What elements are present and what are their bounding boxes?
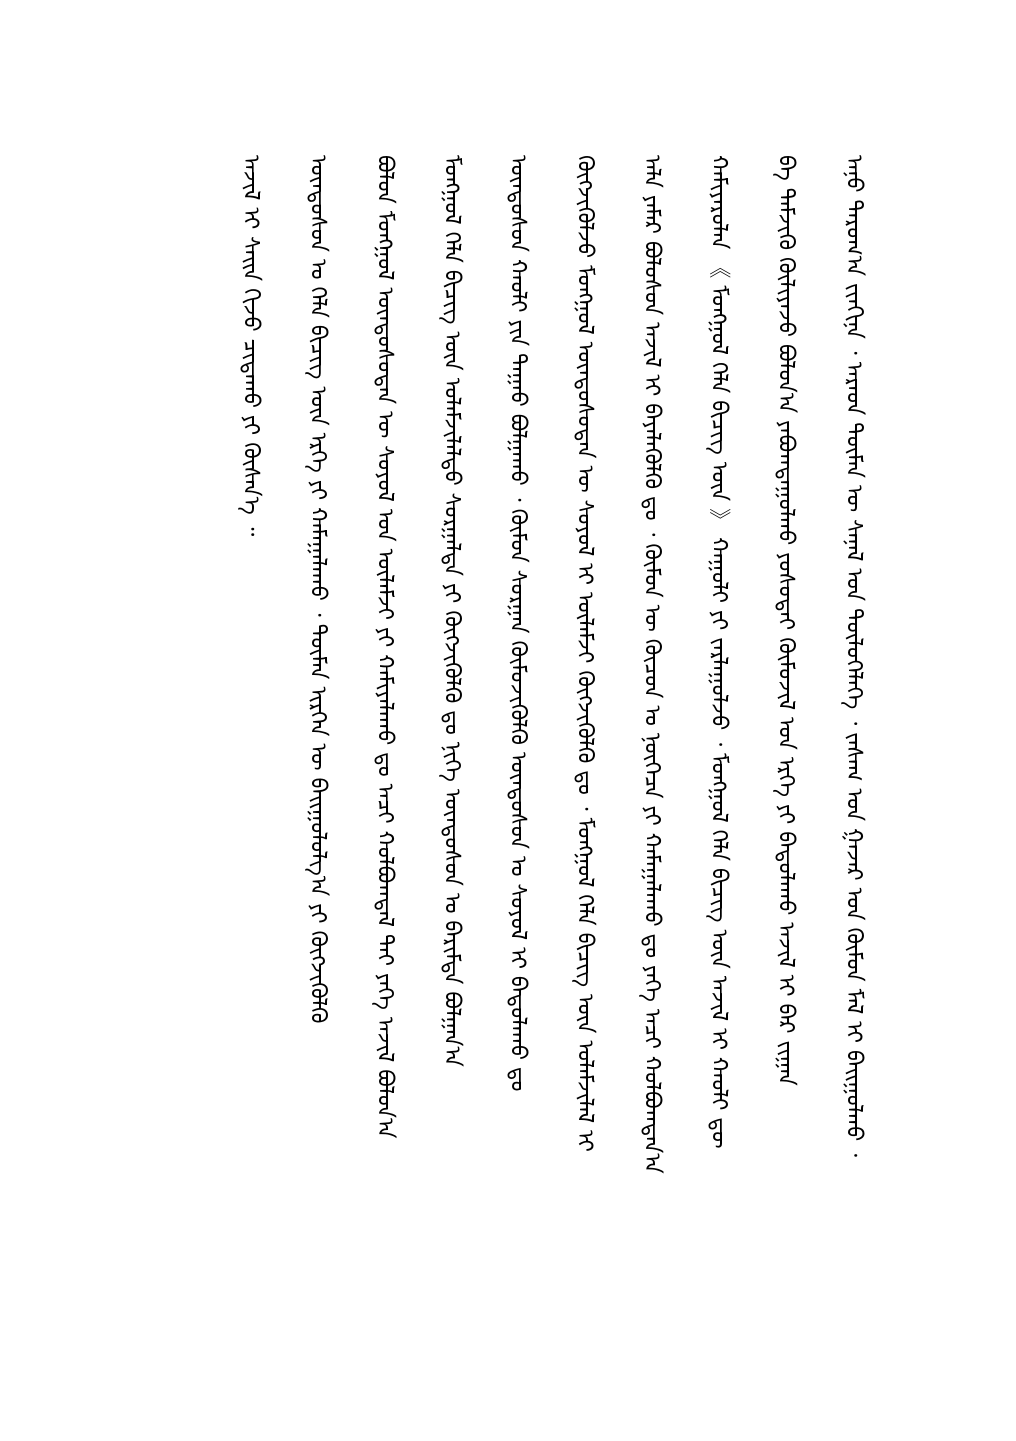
text-line-6: ᠦᠨᠳᠦᠰᠦᠨ ᠬᠠᠤᠯᠢ ᠶᠢᠨ ᠳᠠᠭᠠᠤ ᠪᠣᠯᠭᠠᠬᠤ ᠂ ᠬᠦᠮᠦᠨ ᠰᠤᠷᠭᠠᠨ ᠬᠥᠮᠦᠵᠢᠭᠦᠯᠬᠦ ᠦᠨᠳᠦᠰᠦᠨ ᠤ ᠰᠣᠶᠣᠯ ᠢ ᠪᠠᠲᠤᠯᠠᠬᠤ ᠳᠤ	[505, 155, 530, 1092]
body-text	[125, 155, 870, 1315]
text-line-10: ᠠᠵᠢᠯ ᠢ ᠰᠠᠢᠨ ᠬᠢᠵᠦ ᠴᠢᠳᠠᠬᠤ ᠶᠢ ᠬᠦᠰᠡᠨ᠎ᠡ ᠃	[238, 155, 263, 537]
text-line-9: ᠦᠨᠳᠦᠰᠦᠨ ᠤ ᠬᠡᠯᠡ ᠪᠢᠴᠢᠭ ᠦᠨ ᠡᠷᠬᠡ ᠶᠢ ᠬᠠᠮᠠᠭᠠᠯᠠᠬᠤ ᠂ ᠲᠦᠮᠡᠨ ᠢᠷᠭᠡᠨ ᠦ ᠪᠠᠢᠭᠤᠯᠤᠯᠭ᠎ᠠ ᠶᠢ ᠬᠥᠭᠵᠢᠭᠦᠯᠬᠦ	[305, 155, 330, 1024]
text-line-4: ᠠᠯᠠ ᠶᠠᠮᠠᠷ ᠪᠣᠯᠣᠰᠤᠨ ᠠᠵᠢᠯ ᠢ ᠪᠡᠶᠡᠯᠡᠭᠦᠯᠬᠦ ᠳᠤ ᠂ ᠬᠦᠮᠦᠨ ᠦ ᠬᠦᠴᠦᠨ ᠤ ᠨᠥᠭᠡᠴᠡ ᠶᠢ ᠬᠠᠮᠠᠭᠠᠯᠠᠬᠤ ᠳᠤ ᠶᠡᠬᠡ ᠠᠴᠢ ᠬᠣᠯᠪᠣᠭᠳᠠᠨ᠎ᠠ	[639, 155, 664, 1174]
text-line-3: ᠬᠠᠮᠢᠶᠠᠷᠤᠯᠠᠨ 《 ᠮᠣᠩᠭᠣᠯ ᠬᠡᠯᠡ ᠪᠢᠴᠢᠭ ᠦᠨ 》 ᠬᠠᠭᠤᠯᠢ ᠶᠢ ᠵᠠᠷᠯᠠᠭᠤᠯᠵᠤ ᠂ ᠮᠣᠩᠭᠣᠯ ᠬᠡᠯᠡ ᠪᠢᠴᠢᠭ ᠦᠨ ᠠᠵᠢᠯ ᠢ ᠬᠠᠤᠯᠢ ᠳᠦ	[706, 155, 731, 1149]
text-line-7: ᠮᠣᠩᠭᠣᠯ ᠬᠡᠯᠡ ᠪᠢᠴᠢᠭ ᠦᠨ ᠤᠯᠠᠮᠵᠢᠯᠠᠯᠲᠤ ᠰᠤᠷᠭᠠᠯᠲᠠ ᠶᠢ ᠬᠥᠭᠵᠢᠭᠦᠯᠬᠦ ᠳᠤ ᠨᠢᠭᠡ ᠦᠨᠳᠦᠰᠦᠨ ᠤ ᠪᠠᠷᠢᠮᠲᠠ ᠪᠣᠯᠭᠠᠨ᠎ᠠ	[439, 155, 464, 1067]
text-line-8: ᠪᠣᠯᠤᠨ ᠮᠣᠩᠭᠣᠯ ᠦᠨᠳᠦᠰᠦᠲᠡᠨ ᠦ ᠰᠣᠶᠣᠯ ᠤᠨ ᠦᠯᠡᠮᠵᠢ ᠶᠢ ᠬᠠᠮᠢᠶᠠᠯᠠᠬᠤ ᠳᠤ ᠠᠴᠢ ᠬᠣᠯᠪᠣᠭᠳᠠᠯ ᠲᠠᠢ ᠶᠡᠬᠡ ᠠᠵᠢᠯ ᠪᠣᠯᠤᠨ᠎ᠠ	[372, 155, 397, 1139]
text-line-1: ᠠᠨᠤ ᠳᠠᠷᠤᠭ᠎ᠠ ᠵᠢᠨᠬᠢᠨᠡ ᠂ ᠠᠷᠠᠳ ᠲᠦᠮᠡᠨ ᠦ ᠰᠠᠨᠠᠯ ᠤᠨ ᠲᠥᠯᠦᠭᠡᠯᠡᠬᠡ ᠂ ᠵᠠᠰᠠᠭ ᠤᠨ ᠭᠠᠵᠠᠷ ᠤᠨ ᠬᠦᠮᠦᠨ ᠮᠠᠯ ᠢ ᠪᠠᠢᠭᠤᠯᠬᠤ ᠂	[841, 155, 866, 1158]
text-line-5: ᠬᠥᠭᠵᠢᠭᠦᠯᠵᠦ ᠮᠣᠩᠭᠣᠯ ᠦᠨᠳᠦᠰᠦᠲᠡᠨ ᠦ ᠰᠣᠶᠣᠯ ᠢ ᠦᠯᠡᠮᠵᠢ ᠬᠥᠭᠵᠢᠭᠦᠯᠬᠦ ᠳᠤ ᠂ ᠮᠣᠩᠭᠣᠯ ᠬᠡᠯᠡ ᠪᠢᠴᠢᠭ ᠦᠨ ᠤᠯᠠᠮᠵᠢᠯᠠᠯ ᠢ	[572, 155, 597, 1152]
text-line-2: ᠪᠠ ᠳᠡᠮᠵᠢᠬᠦ ᠬᠦᠯᠢᠶᠡᠵᠦ ᠪᠣᠯᠤᠨ᠎ᠠ ᠶᠠᠪᠤᠭᠳᠠᠭᠤᠯᠬᠤ ᠶᠣᠰᠣᠲᠠᠢ ᠬᠦᠮᠦᠵᠢᠯ ᠤᠨ ᠡᠷᠬᠡ ᠶᠢ ᠪᠠᠲᠤᠯᠠᠬᠤ ᠠᠵᠢᠯ ᠢ ᠪᠠᠷ ᠵᠢᠭᠠᠨ	[773, 155, 798, 1086]
